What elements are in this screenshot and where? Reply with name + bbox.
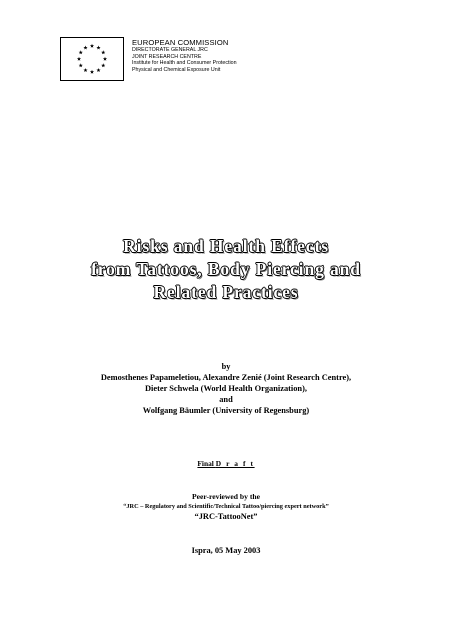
unit-line: Physical and Chemical Exposure Unit — [132, 66, 221, 73]
eu-flag-icon — [60, 37, 124, 81]
by-label: by — [221, 362, 231, 371]
expert-network-name: “JRC – Regulatory and Scientific/Technical Tattoo/piercing expert network” — [123, 503, 329, 510]
draft-prefix: Final — [197, 459, 216, 468]
institute-line: Institute for Health and Consumer Protection — [132, 60, 237, 67]
eu-star-icon — [79, 50, 83, 54]
research-centre-line: JOINT RESEARCH CENTRE — [132, 53, 202, 60]
eu-star-icon — [96, 68, 100, 72]
title-line-2: from Tattoos, Body Piercing and — [91, 259, 361, 279]
eu-star-icon — [90, 44, 94, 48]
author-line-4: Wolfgang Bäumler (University of Regensburg) — [142, 406, 310, 415]
title-line-1: Risks and Health Effects — [123, 236, 329, 256]
author-line-1: Demosthenes Papameletiou, Alexandre Zenié (Joint Research Centre), — [100, 373, 352, 382]
draft-label — [0, 459, 452, 468]
eu-star-icon — [83, 46, 87, 50]
place-date: Ispra, 05 May 2003 — [191, 546, 261, 555]
network-short-name: “JRC-TattooNet” — [194, 512, 258, 521]
organization-name: EUROPEAN COMMISSION — [132, 38, 229, 47]
eu-star-icon — [103, 57, 107, 61]
title-line-3: Related Practices — [153, 282, 299, 302]
eu-star-icon — [79, 63, 83, 67]
eu-star-icon — [101, 50, 105, 54]
authors-block — [0, 361, 452, 416]
directorate-line: DIRECTORATE GENERAL JRC — [132, 47, 208, 53]
eu-star-icon — [90, 70, 94, 74]
draft-spaced: D r a f t — [215, 459, 255, 468]
author-line-3: and — [219, 395, 233, 404]
institution-header — [132, 38, 237, 73]
eu-star-icon — [101, 63, 105, 67]
peer-reviewed-label: Peer-reviewed by the — [192, 492, 260, 501]
eu-star-icon — [77, 57, 81, 61]
eu-star-icon — [96, 46, 100, 50]
document-title — [0, 235, 452, 304]
review-block — [0, 492, 452, 522]
eu-star-icon — [83, 68, 87, 72]
author-line-2: Dieter Schwela (World Health Organization), — [145, 384, 307, 393]
